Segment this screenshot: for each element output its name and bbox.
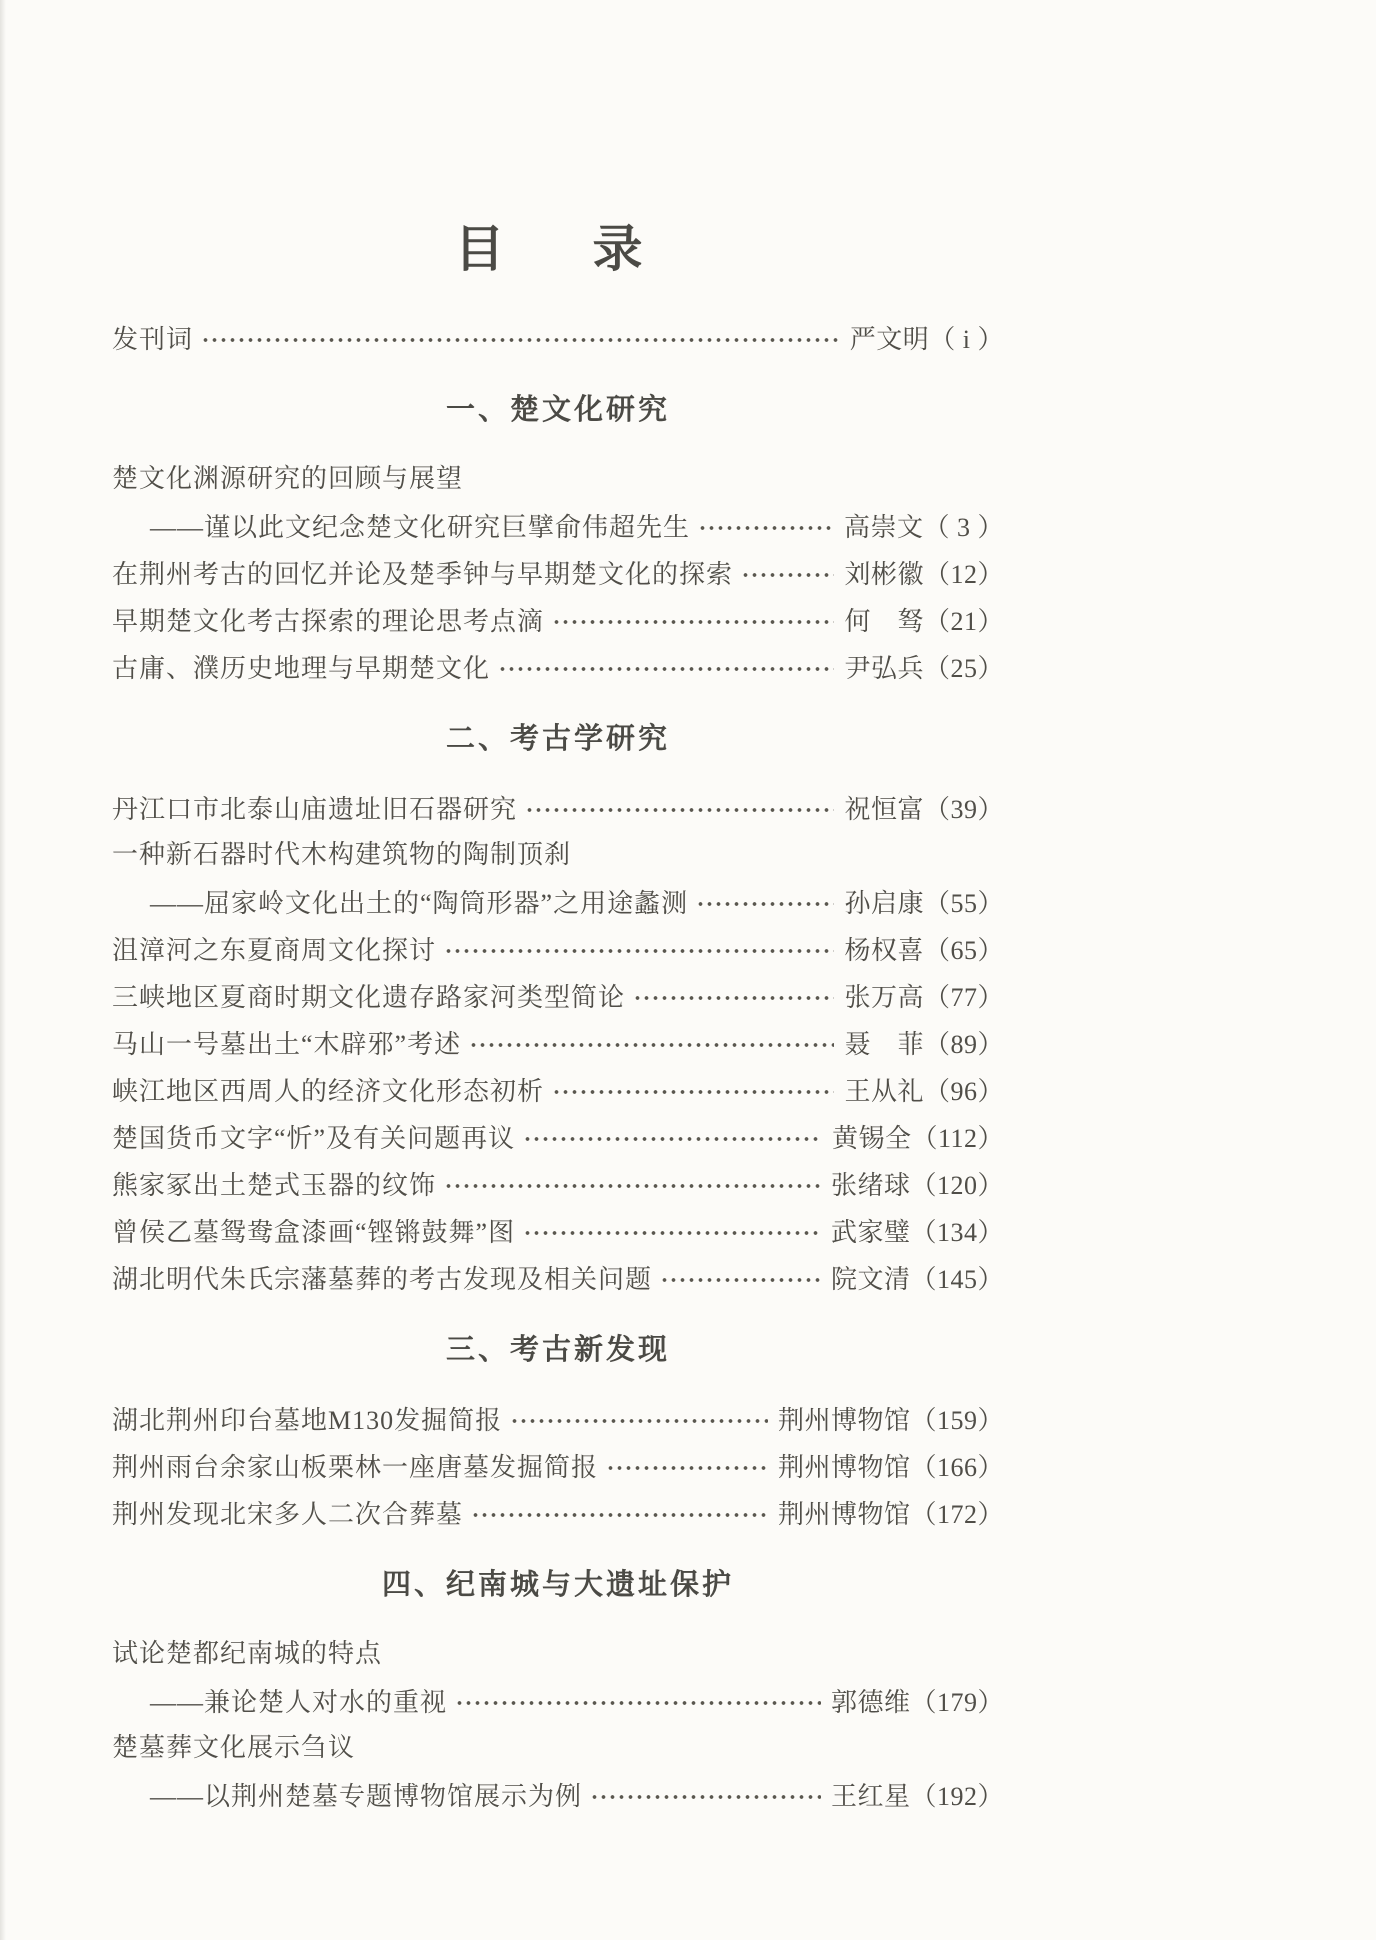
- dot-leader: [590, 1791, 821, 1803]
- toc-entry: [112, 1254, 1004, 1301]
- toc-entry-author-page: [844, 977, 1004, 1014]
- toc-entry-page-number: （ i ）: [929, 325, 1004, 354]
- toc-entry-title-line: 一种新石器时代木构建筑物的陶制顶刹: [112, 840, 572, 869]
- toc-entry: [112, 878, 1004, 925]
- toc-entry-author: 祝恒富: [844, 795, 924, 824]
- toc-entry-title-line: 试论楚都纪南城的特点: [112, 1639, 383, 1668]
- toc-entry-author: 武家璧: [830, 1218, 911, 1247]
- dot-leader: [510, 1415, 768, 1427]
- toc-entry-author-page: [831, 1259, 1004, 1296]
- toc-entry-title: 曾侯乙墓鸳鸯盒漆画“铿锵鼓舞”图: [112, 1218, 516, 1247]
- toc-entry-author-page: [844, 554, 1004, 591]
- toc-entry: [112, 925, 1004, 972]
- toc-entry-page-number: （134）: [910, 1218, 1004, 1247]
- toc-entry-author: 荆州博物馆: [777, 1406, 911, 1435]
- toc-entry-author: 荆州博物馆: [777, 1500, 911, 1529]
- toc-entry-page-number: （172）: [910, 1500, 1004, 1529]
- toc-entry-author: 张万高: [844, 983, 924, 1012]
- toc-entry-title: 荆州雨台余家山板栗林一座唐墓发掘简报: [112, 1453, 599, 1482]
- dot-leader: [444, 1180, 821, 1192]
- toc-section-heading: 四、纪南城与大遗址保护: [381, 1569, 734, 1601]
- toc-entry-title: 荆州发现北宋多人二次合葬墓: [112, 1500, 464, 1529]
- toc-section-heading: 二、考古学研究: [445, 723, 670, 755]
- dot-leader: [633, 992, 834, 1004]
- toc-entry-author: 王从礼: [844, 1077, 924, 1106]
- toc-entry-author-page: [844, 930, 1004, 967]
- toc-entry-page-number: （12）: [923, 560, 1004, 589]
- dot-leader: [698, 522, 834, 534]
- dot-leader: [498, 663, 834, 675]
- dot-leader: [606, 1462, 768, 1474]
- toc-entry-page-number: （25）: [923, 654, 1004, 683]
- toc-entry-page-number: （96）: [923, 1077, 1004, 1106]
- toc-entry: [112, 1442, 1004, 1489]
- toc-entry-title: 丹江口市北泰山庙遗址旧石器研究: [112, 795, 518, 824]
- toc-entry-page-number: （112）: [911, 1124, 1004, 1153]
- dot-leader: [471, 1509, 768, 1521]
- toc-entry-title-line: 楚文化渊源研究的回顾与展望: [112, 464, 464, 493]
- toc-entry-author-page: [844, 507, 1004, 544]
- toc-entry-page-number: （166）: [910, 1453, 1004, 1482]
- dot-leader: [552, 1086, 834, 1098]
- toc-entry: [112, 1066, 1004, 1113]
- toc-entry: [112, 1395, 1004, 1442]
- toc-entry-title: 早期楚文化考古探索的理论思考点滴: [112, 607, 545, 636]
- toc-entry-title: ——谨以此文纪念楚文化研究巨擘俞伟超先生: [150, 513, 691, 542]
- toc-entry: [112, 549, 1004, 596]
- toc-entry-title: 沮漳河之东夏商周文化探讨: [112, 936, 437, 965]
- toc-entry-title: 三峡地区夏商时期文化遗存路家河类型简论: [112, 983, 626, 1012]
- page-title: 目 录: [454, 221, 662, 277]
- toc-entry-author-page: [831, 1776, 1004, 1813]
- toc-entry: [112, 972, 1004, 1019]
- toc-entry-author: 刘彬徽: [844, 560, 924, 589]
- toc-entry-author-page: [844, 789, 1004, 826]
- toc-entry: [112, 596, 1004, 643]
- toc-entry: [112, 1771, 1004, 1818]
- toc-entry-author-page: [831, 1212, 1004, 1249]
- toc-entry-author: 郭德维: [830, 1688, 911, 1717]
- toc-entry-author-page: [844, 648, 1004, 685]
- toc-entry-author-page: [832, 1118, 1004, 1155]
- toc-entry: [112, 1489, 1004, 1536]
- toc-entry-title: 在荆州考古的回忆并论及楚季钟与早期楚文化的探索: [112, 560, 734, 589]
- toc-entry-title: 古庸、濮历史地理与早期楚文化: [112, 654, 491, 683]
- toc-entry-title: 发刊词: [112, 325, 194, 354]
- toc-entry-author: 孙启康: [844, 889, 924, 918]
- toc-entry-author-page: [778, 1400, 1004, 1437]
- toc-entry-title: 湖北荆州印台墓地M130发掘简报: [112, 1406, 503, 1435]
- dot-leader: [523, 1133, 822, 1145]
- dot-leader: [525, 804, 834, 816]
- toc-entry-author-page: [844, 1071, 1004, 1108]
- toc-entry-author-page: [831, 1165, 1004, 1202]
- toc-entry-author-page: [831, 1682, 1004, 1719]
- toc-entry-author-page: [778, 1494, 1004, 1531]
- toc-entry-page-number: （179）: [910, 1688, 1004, 1717]
- dot-leader: [469, 1039, 834, 1051]
- toc-entry-title: 熊家冢出土楚式玉器的纹饰: [112, 1171, 437, 1200]
- dot-leader: [455, 1697, 821, 1709]
- toc-entry-author: 荆州博物馆: [777, 1453, 911, 1482]
- toc-entry-page-number: （39）: [923, 795, 1004, 824]
- toc-entry-title: ——以荆州楚墓专题博物馆展示为例: [150, 1782, 583, 1811]
- dot-leader: [696, 898, 834, 910]
- toc-entry: [112, 502, 1004, 549]
- toc-list: [112, 314, 1004, 1818]
- toc-section-heading: 一、楚文化研究: [445, 394, 670, 426]
- toc-entry-author: 院文清: [830, 1265, 911, 1294]
- toc-entry: [112, 1207, 1004, 1254]
- toc-entry-author: 聂 菲: [844, 1030, 924, 1059]
- toc-entry-page-number: （159）: [910, 1406, 1004, 1435]
- toc-entry-page-number: （145）: [910, 1265, 1004, 1294]
- toc-entry-title-line: 楚墓葬文化展示刍议: [112, 1733, 356, 1762]
- toc-entry: [112, 1019, 1004, 1066]
- dot-leader: [444, 945, 834, 957]
- toc-entry-page-number: （21）: [923, 607, 1004, 636]
- toc-entry: [112, 314, 1004, 361]
- toc-entry-author-page: [844, 601, 1004, 638]
- toc-entry-page-number: （65）: [923, 936, 1004, 965]
- toc-entry-author-page: [778, 1447, 1004, 1484]
- toc-entry-page-number: （77）: [923, 983, 1004, 1012]
- toc-entry-author-page: [844, 1024, 1004, 1061]
- dot-leader: [552, 616, 834, 628]
- toc-entry: [112, 643, 1004, 690]
- toc-entry-author: 张绪球: [830, 1171, 911, 1200]
- toc-entry-author: 何 驽: [844, 607, 924, 636]
- dot-leader: [741, 569, 834, 581]
- toc-content-column: [112, 0, 1004, 1818]
- toc-entry: [112, 1160, 1004, 1207]
- toc-entry: [112, 784, 1004, 831]
- dot-leader: [523, 1227, 821, 1239]
- toc-entry-page-number: （55）: [923, 889, 1004, 918]
- toc-entry-title: 湖北明代朱氏宗藩墓葬的考古发现及相关问题: [112, 1265, 653, 1294]
- toc-entry-author: 高崇文: [843, 513, 924, 542]
- toc-entry-title: 楚国货币文字“忻”及有关问题再议: [112, 1124, 516, 1153]
- toc-entry-page-number: （ 3 ）: [923, 513, 1004, 542]
- toc-entry-author: 严文明: [849, 325, 930, 354]
- toc-entry: [112, 1113, 1004, 1160]
- toc-entry-author-page: [850, 319, 1004, 356]
- toc-entry-page-number: （192）: [910, 1782, 1004, 1811]
- toc-entry-author: 黄锡全: [831, 1124, 912, 1153]
- toc-entry-author: 王红星: [830, 1782, 911, 1811]
- toc-entry-title: 峡江地区西周人的经济文化形态初析: [112, 1077, 545, 1106]
- toc-entry-title: ——屈家岭文化出土的“陶筒形器”之用途蠡测: [150, 889, 689, 918]
- toc-entry-author-page: [844, 883, 1004, 920]
- toc-entry-title: 马山一号墓出土“木辟邪”考述: [112, 1030, 462, 1059]
- toc-entry: [112, 1677, 1004, 1724]
- dot-leader: [660, 1274, 821, 1286]
- toc-entry-page-number: （89）: [923, 1030, 1004, 1059]
- toc-entry-author: 杨权喜: [844, 936, 924, 965]
- toc-section-heading: 三、考古新发现: [445, 1334, 670, 1366]
- toc-entry-title: ——兼论楚人对水的重视: [150, 1688, 448, 1717]
- dot-leader: [201, 334, 840, 346]
- toc-entry-author: 尹弘兵: [844, 654, 924, 683]
- toc-entry-page-number: （120）: [910, 1171, 1004, 1200]
